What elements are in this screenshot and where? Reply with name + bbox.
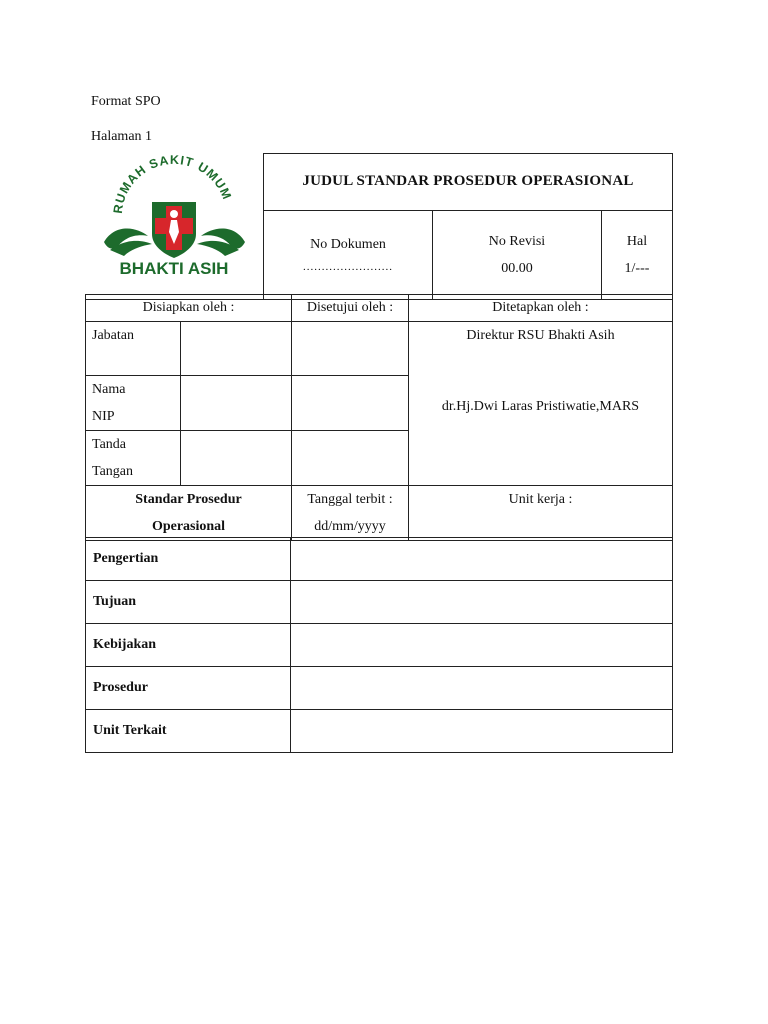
- director-title: Direktur RSU Bhakti Asih: [466, 328, 615, 343]
- section-content: [291, 624, 673, 667]
- section-label: Unit Terkait: [86, 710, 291, 753]
- document-title: JUDUL STANDAR PROSEDUR OPERASIONAL: [264, 154, 673, 211]
- spo-label-cell: [86, 486, 292, 541]
- section-content: [291, 581, 673, 624]
- section-content: [291, 710, 673, 753]
- svg-text:RUMAH SAKIT UMUM: RUMAH SAKIT UMUM: [110, 154, 235, 215]
- director-name: dr.Hj.Dwi Laras Pristiwatie,MARS: [441, 399, 640, 414]
- section-label: Tujuan: [86, 581, 291, 624]
- section-row: [86, 538, 673, 581]
- date-label: Tanggal terbit :: [307, 492, 393, 507]
- tanda-tangan-label-cell: [86, 431, 181, 486]
- section-row: [86, 581, 673, 624]
- nama-nip-value-cell: [181, 376, 292, 431]
- section-content: [291, 538, 673, 581]
- date-cell: [292, 486, 409, 541]
- no-revisi-value: 00.00: [501, 260, 533, 276]
- section-label: Prosedur: [86, 667, 291, 710]
- nip-label: NIP: [92, 409, 115, 424]
- format-label: Format SPO: [91, 94, 161, 109]
- established-by-header: Ditetapkan oleh :: [409, 295, 673, 322]
- hal-label: Hal: [626, 233, 648, 249]
- prepared-by-header: Disiapkan oleh :: [86, 295, 292, 322]
- no-dokumen-value: ........................: [303, 260, 393, 273]
- jabatan-label-cell: [86, 322, 181, 376]
- approved-jabatan-cell: [292, 322, 409, 376]
- no-dokumen-cell: [264, 210, 433, 299]
- section-row: [86, 710, 673, 753]
- logo-cell: [86, 154, 264, 300]
- approved-by-header: Disetujui oleh :: [292, 295, 409, 322]
- page-label: Halaman 1: [91, 129, 153, 144]
- section-label: Kebijakan: [86, 624, 291, 667]
- spo-header-table: [85, 153, 673, 300]
- nama-nip-label-cell: [86, 376, 181, 431]
- section-row: [86, 667, 673, 710]
- nama-label: Nama: [92, 382, 126, 397]
- sections-table: [85, 537, 673, 753]
- jabatan-label: Jabatan: [92, 328, 134, 343]
- no-revisi-label: No Revisi: [488, 233, 546, 249]
- no-revisi-cell: [433, 210, 602, 299]
- jabatan-value-cell: [181, 322, 292, 376]
- spo-label-line2: Operasional: [151, 519, 226, 534]
- unit-cell: [409, 486, 673, 541]
- section-label: Pengertian: [86, 538, 291, 581]
- director-cell: [409, 322, 673, 486]
- hospital-logo: [86, 154, 263, 294]
- hal-value: 1/---: [624, 260, 650, 276]
- unit-label: Unit kerja :: [508, 492, 573, 507]
- tanda-label: Tanda: [92, 437, 127, 452]
- approval-table: [85, 294, 673, 541]
- spo-label-line1: Standar Prosedur: [135, 492, 242, 507]
- date-value: dd/mm/yyyy: [314, 519, 386, 534]
- approved-nama-cell: [292, 376, 409, 431]
- tanda-tangan-value-cell: [181, 431, 292, 486]
- svg-text:BHAKTI ASIH: BHAKTI ASIH: [119, 259, 229, 278]
- tangan-label: Tangan: [92, 464, 134, 479]
- section-content: [291, 667, 673, 710]
- no-dokumen-label: No Dokumen: [310, 236, 386, 252]
- hal-cell: [602, 210, 673, 299]
- section-row: [86, 624, 673, 667]
- approved-signature-cell: [292, 431, 409, 486]
